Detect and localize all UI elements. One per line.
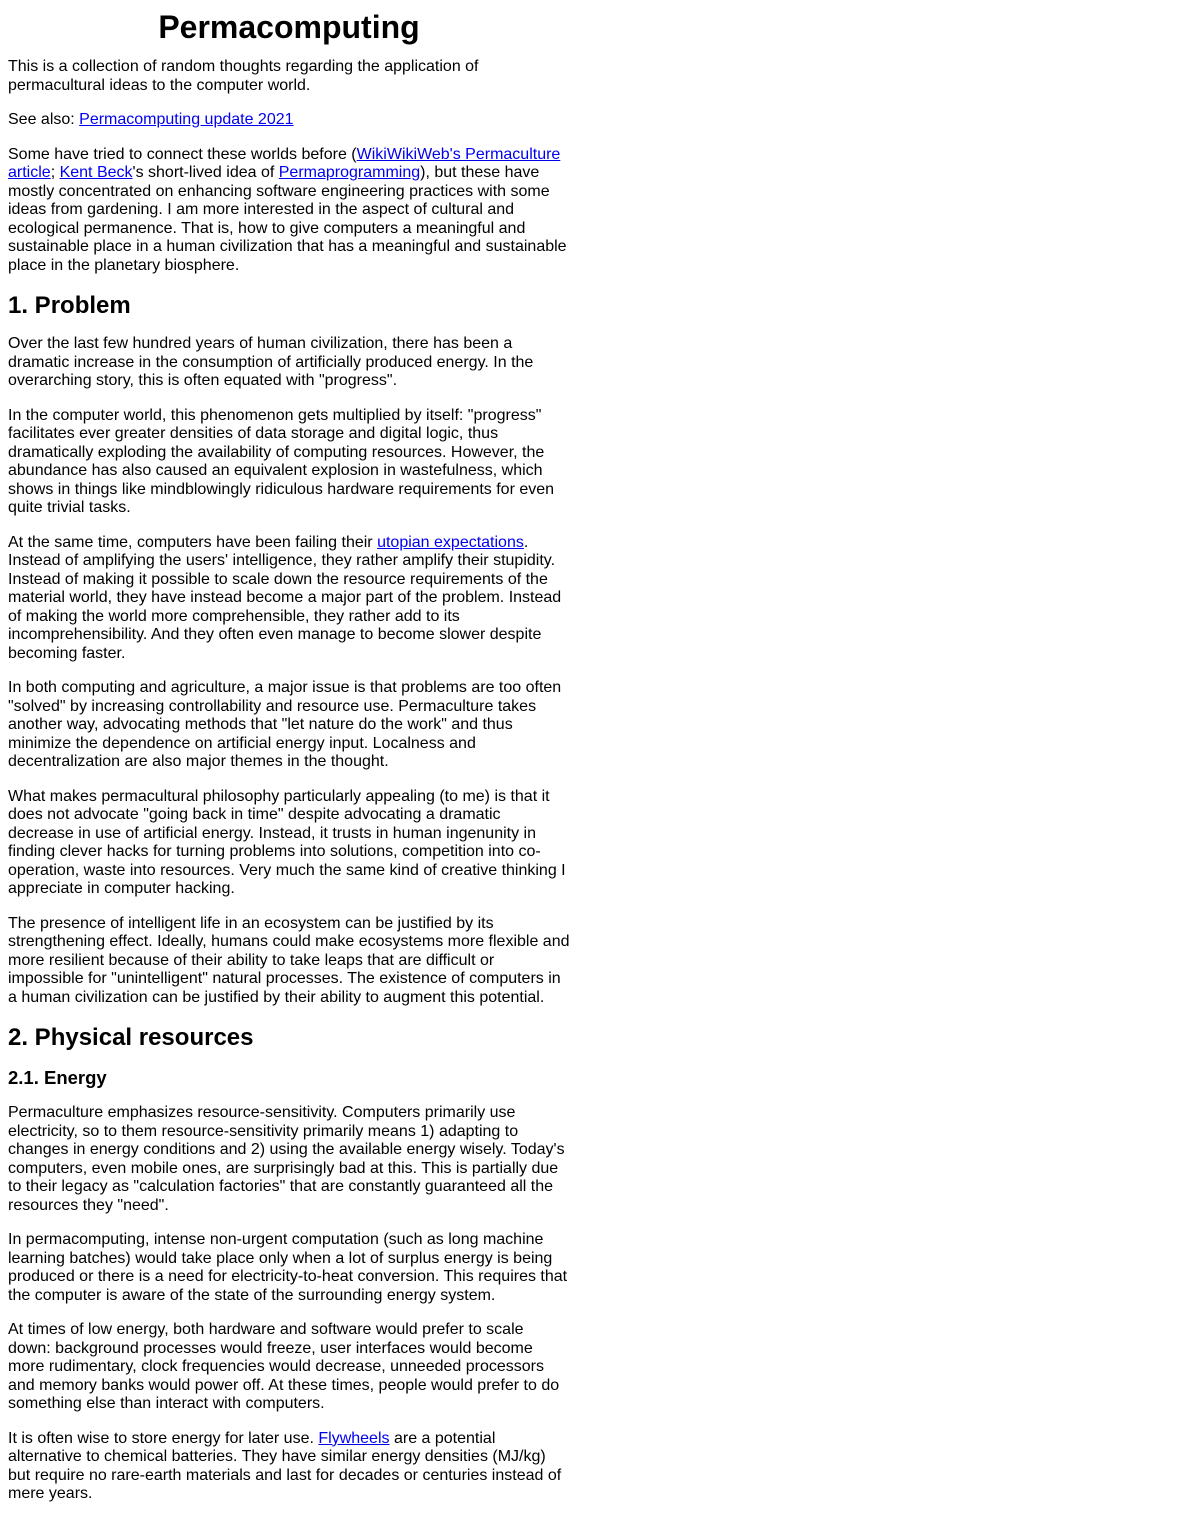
problem-paragraph: In both computing and agriculture, a major issue is that problems are too often "solved" by increasing controllability and resource use. Permaculture takes another way, advocating methods that "let nature do the work" and thus minimize the dependence on artificial energy input. Localness and decentralization are also major themes in the thought.	[8, 679, 562, 770]
flywheels-link[interactable]: Flywheels	[318, 1429, 390, 1447]
intro-paragraph: This is a collection of random thoughts regarding the application of permacultural ideas to the computer world.	[8, 58, 479, 94]
energy-paragraph: Permaculture emphasizes resource-sensitivity. Computers primarily use electricity, so to them resource-sensitivity primarily means 1) adapting to changes in energy conditions and 2) using the available energy wisely. Today's computers, even mobile ones, are surprisingly bad at this. This is partially due to their legacy as "calculation factories" that are constantly guaranteed all the resources they "need".	[8, 1104, 565, 1214]
kent-beck-link[interactable]: Kent Beck	[59, 164, 133, 181]
problem-paragraph: Over the last few hundred years of human civilization, there has been a dramatic increase in the consumption of artificially produced energy. In the overarching story, this is often equated with "progress".	[8, 335, 534, 389]
energy-paragraph: In permacomputing, intense non-urgent computation (such as long machine learning batches) would take place only when a lot of surplus energy is being produced or there is a need for electricity-to-heat conversion. This requires that the computer is aware of the state of the surrounding energy system.	[8, 1231, 568, 1304]
see-also-label: See also:	[8, 111, 80, 128]
context-text: ), but these have mostly concentrated on enhancing software engineering practices with some ideas from gardening. I am more interested in the aspect of cultural and ecological permanence. That is, how to give computers a meaningful and sustainable place in a human civilization that has a meaningful and sustainable place in the planetary biosphere.	[8, 164, 567, 274]
see-also-paragraph	[8, 111, 570, 130]
context-text: Some have tried to connect these worlds before (	[8, 145, 357, 163]
problem-paragraph: In the computer world, this phenomenon gets multiplied by itself: "progress" facilitates ever greater densities of data storage and digital logic, thus dramatically exploding the availability of computing resources. However, the abundance has also caused an equivalent explosion in wastefulness, which shows in things like mindblowingly ridiculous hardware requirements for even quite trivial tasks.	[8, 406, 555, 516]
problem-paragraph: The presence of intelligent life in an ecosystem can be justified by its strengthening effect. Ideally, humans could make ecosystems more flexible and more resilient because of their ability to take leaps that are difficult or impossible for "unintelligent" natural processes. The existence of computers in a human civilization can be justified by their ability to augment this potential.	[8, 914, 570, 1006]
section-heading-problem: 1. Problem	[8, 292, 131, 319]
energy-paragraph	[8, 1430, 570, 1504]
problem-text: . Instead of amplifying the users' intelligence, they rather amplify their stupidity. Instead of making it possible to scale down the resource requirements of the material world, they have instead become a major part of the problem. Instead of making the world more comprehensible, they rather add to its incomprehensibility. And they often even manage to become slower despite becoming faster.	[8, 533, 562, 662]
page-title: Permacomputing	[158, 9, 420, 45]
problem-text: At the same time, computers have been failing their	[8, 533, 378, 551]
context-text: 's short-lived idea of	[132, 164, 279, 181]
problem-paragraph: What makes permacultural philosophy particularly appealing (to me) is that it does not advocate "going back in time" despite advocating a dramatic decrease in use of artificial energy. Instead, it trusts in human ingenunity in finding clever hacks for turning problems into solutions, competition into co-operation, waste into resources. Very much the same kind of creative thinking I appreciate in computer hacking.	[8, 787, 566, 897]
energy-text: It is often wise to store energy for later use.	[8, 1429, 319, 1447]
article	[8, 0, 570, 1520]
utopian-expectations-link[interactable]: utopian expectations	[377, 533, 524, 551]
subsection-heading-energy: 2.1. Energy	[8, 1067, 107, 1088]
energy-paragraph: At times of low energy, both hardware and software would prefer to scale down: background processes would freeze, user interfaces would become more rudimentary, clock frequencies would decrease, unneeded processors and memory banks would power off. At these times, people would prefer to do something else than interact with computers.	[8, 1321, 560, 1412]
permacomputing-update-link[interactable]: Permacomputing update 2021	[79, 111, 294, 128]
context-paragraph	[8, 146, 570, 276]
context-text: ;	[50, 164, 60, 181]
energy-text: are a potential alternative to chemical batteries. They have similar energy densities (MJ/kg) but require no rare-earth materials and last for decades or centuries instead of mere years.	[8, 1429, 562, 1502]
wikiwikiweb-link[interactable]: WikiWikiWeb's Permaculture article	[8, 145, 561, 181]
permaprogramming-link[interactable]: Permaprogramming	[278, 164, 421, 181]
problem-paragraph	[8, 534, 570, 664]
section-heading-physical-resources: 2. Physical resources	[8, 1024, 254, 1051]
